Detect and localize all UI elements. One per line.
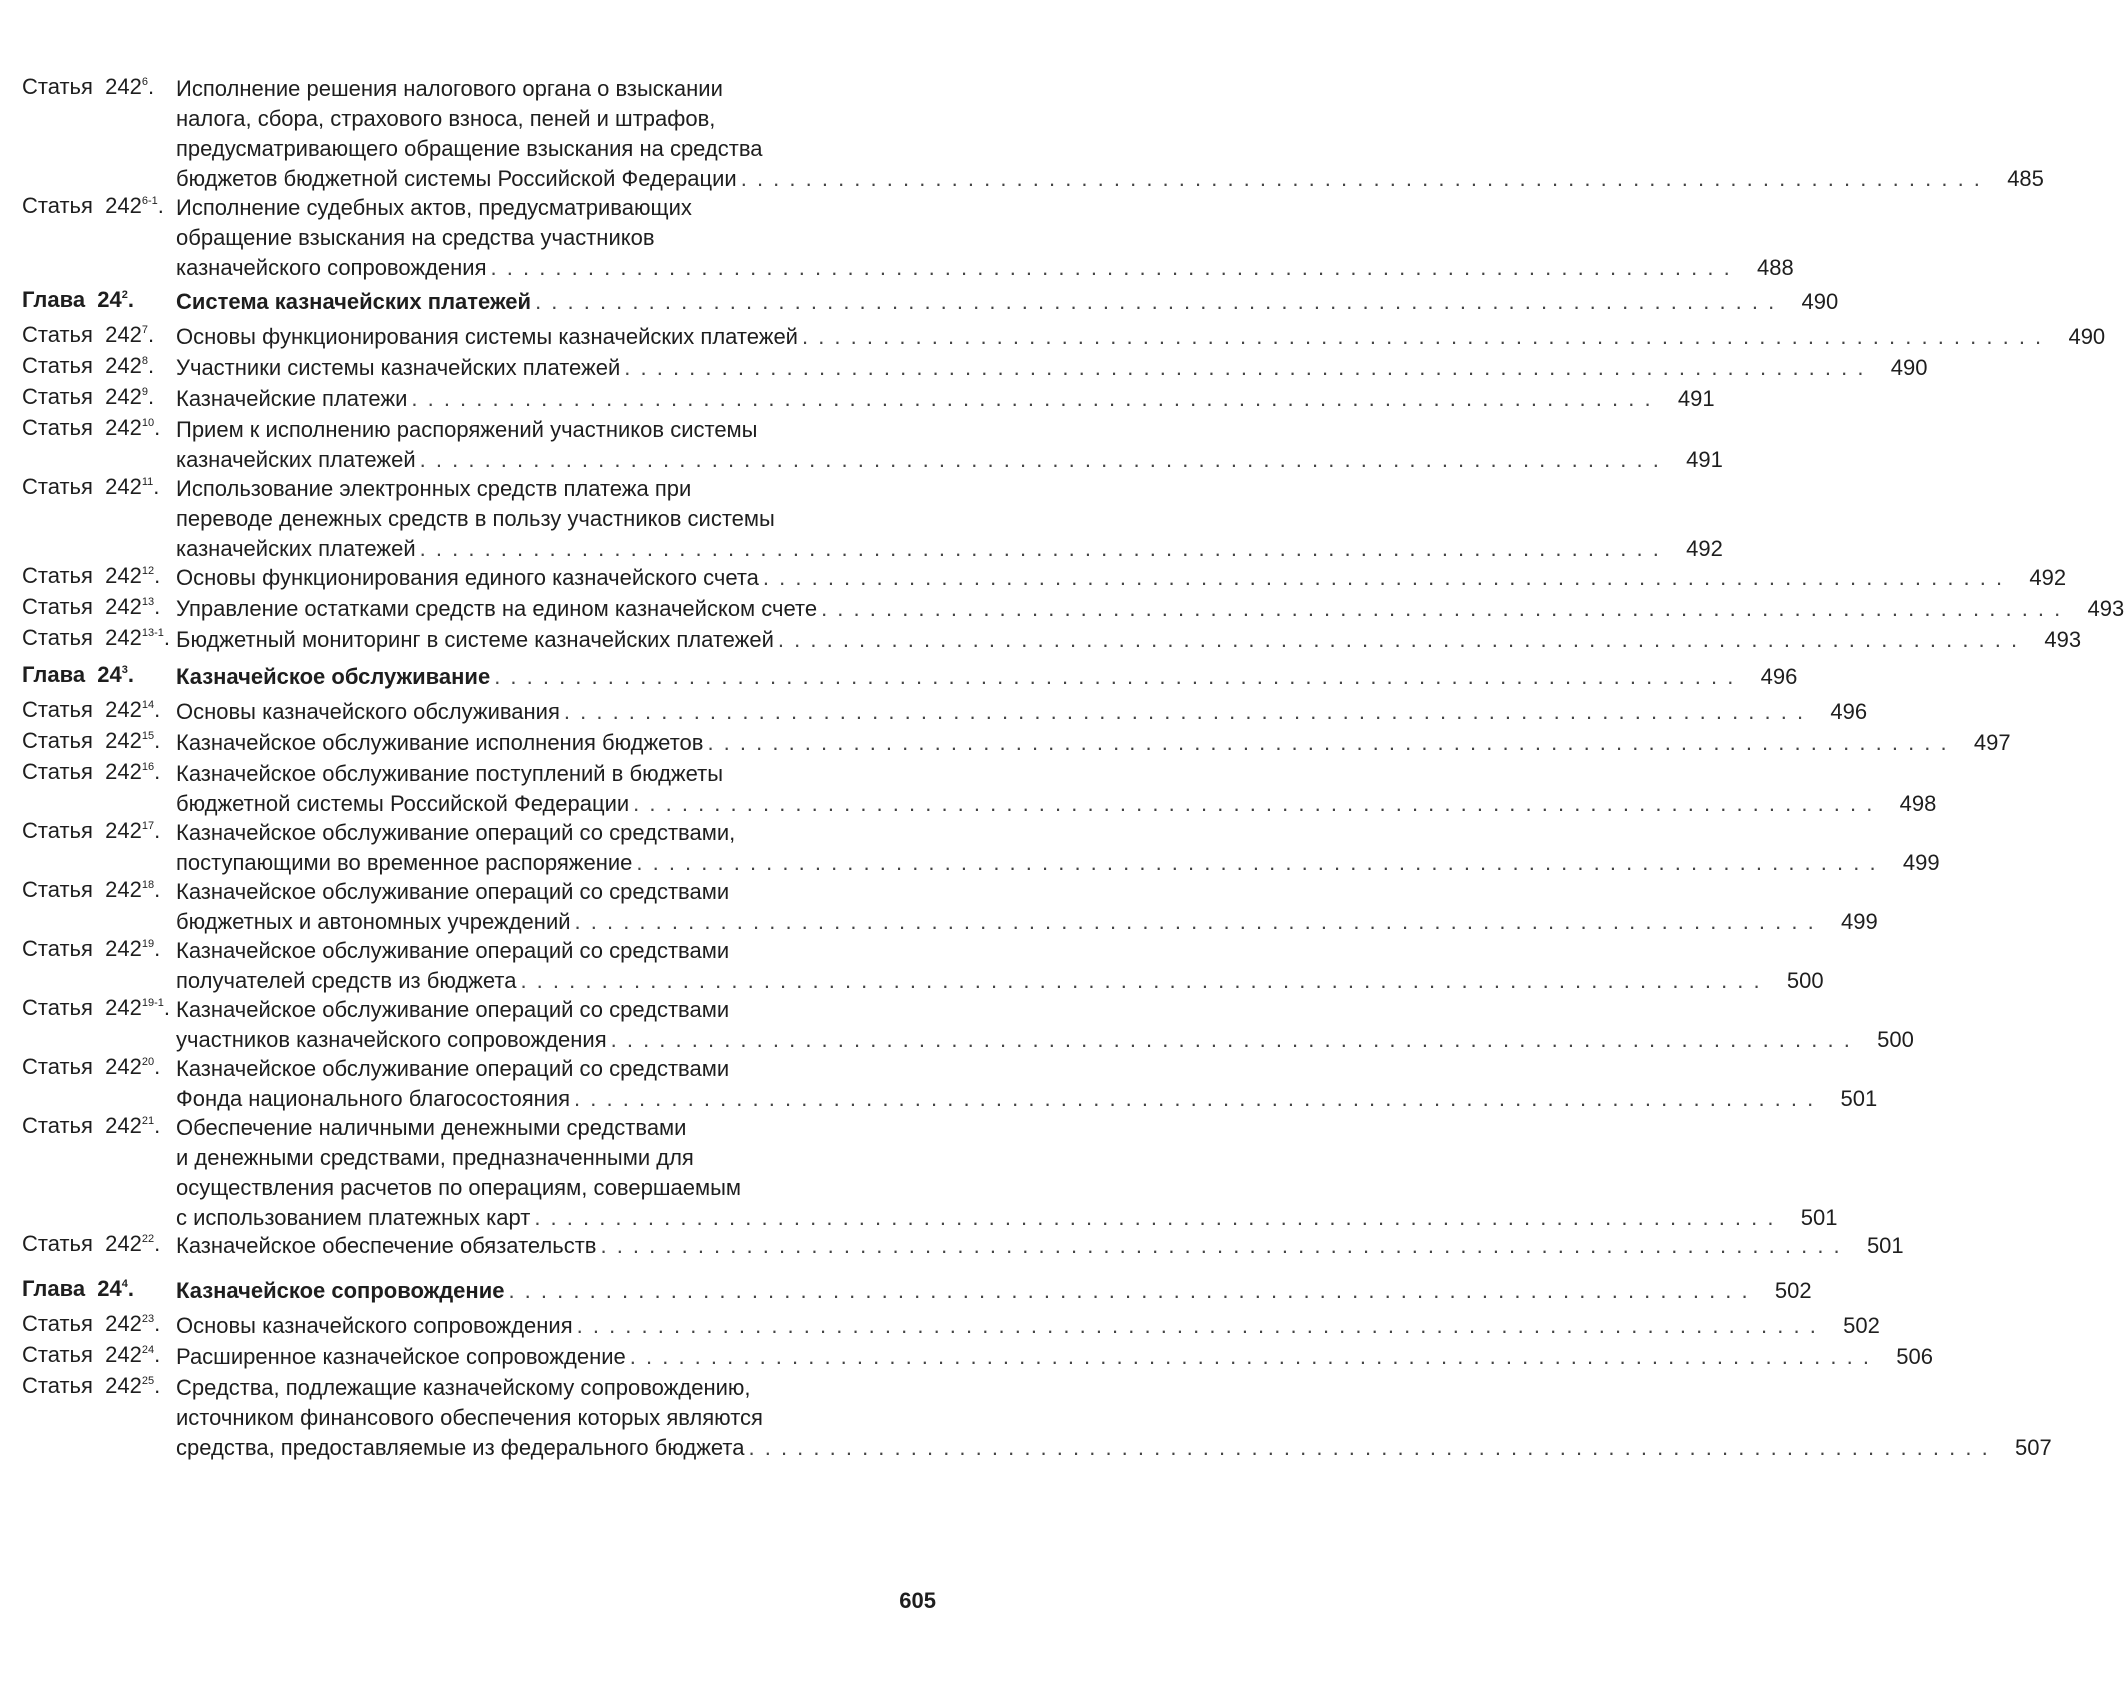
dot-leader: . . . . . . . . . . . . . . . . . . . . . . . . . . . . . . . . . . . . . . . . . . . . . . . . . . . . . . . . . . . . . . . . . . . . . . . . . . . . . — [508, 1278, 1750, 1303]
entry-prefix: Статья — [22, 322, 93, 347]
entry-title-text: обращение взыскания на средства участников — [176, 225, 655, 250]
entry-title-line — [176, 134, 936, 164]
entry-number-superscript: 3 — [121, 664, 128, 676]
entry-title-text: Казначейское обслуживание исполнения бюджетов — [176, 730, 704, 755]
entry-title-text: средства, предоставляемые из федерального бюджета — [176, 1435, 745, 1460]
entry-title — [176, 936, 1824, 996]
entry-title-line — [176, 1054, 936, 1084]
entry-title — [176, 728, 2011, 758]
entry-title-line — [176, 223, 936, 253]
dot-leader: . . . . . . . . . . . . . . . . . . . . . . . . . . . . . . . . . . . . . . . . . . . . . . . . . . . . . . . . . . . . . . . . . . . . . . . . . . . . . — [576, 1313, 1818, 1338]
entry-prefix: Статья — [22, 995, 93, 1020]
entry-title-line — [176, 104, 936, 134]
entry-number-superscript: 18 — [141, 879, 155, 891]
entry-page-number: 500 — [1877, 1027, 1914, 1052]
entry-label: Статья $242^{11}$. — [22, 474, 160, 499]
entry-page-number: 496 — [1760, 664, 1798, 689]
entry-title-text: Основы функционирования единого казначейского счета — [176, 565, 759, 590]
entry-number: 24 — [97, 662, 122, 687]
entry-number-superscript: 11 — [141, 476, 154, 488]
entry-prefix: Статья — [22, 877, 93, 902]
entry-number-superscript: 6-1 — [141, 195, 158, 207]
entry-prefix: Статья — [22, 353, 93, 378]
entry-title-line — [176, 907, 1878, 937]
entry-title-line — [176, 1311, 1880, 1341]
dot-leader: . . . . . . . . . . . . . . . . . . . . . . . . . . . . . . . . . . . . . . . . . . . . . . . . . . . . . . . . . . . . . . . . . . . . . . . . . . . . . — [534, 1205, 1776, 1230]
entry-title — [176, 1342, 1933, 1372]
entry-title-line — [176, 728, 2011, 758]
dot-leader: . . . . . . . . . . . . . . . . . . . . . . . . . . . . . . . . . . . . . . . . . . . . . . . . . . . . . . . . . . . . . . . . . . . . . . . . . . . . . — [707, 730, 1949, 755]
entry-prefix: Статья — [22, 594, 93, 619]
dot-leader: . . . . . . . . . . . . . . . . . . . . . . . . . . . . . . . . . . . . . . . . . . . . . . . . . . . . . . . . . . . . . . . . . . . . . . . . . . . . . — [535, 289, 1777, 314]
entry-number: 242 — [105, 594, 142, 619]
entry-label: Статья 242$^{13-1}$. — [22, 625, 171, 650]
dot-leader: . . . . . . . . . . . . . . . . . . . . . . . . . . . . . . . . . . . . . . . . . . . . . . . . . . . . . . . . . . . . . . . . . . . . . . . . . . . . . — [574, 1086, 1816, 1111]
entry-number-superscript: 20 — [141, 1056, 155, 1068]
entry-title — [176, 353, 1928, 383]
entry-title-text: Казначейское обслуживание операций со средствами, — [176, 820, 736, 845]
entry-label: Статья $242^{24}$. — [22, 1342, 161, 1367]
dot-leader: . . . . . . . . . . . . . . . . . . . . . . . . . . . . . . . . . . . . . . . . . . . . . . . . . . . . . . . . . . . . . . . . . . . . . . . . . . . . . — [762, 565, 2005, 590]
entry-label: Статья 242$^{6-1}$. — [22, 193, 164, 218]
entry-number-superscript: 24 — [141, 1344, 155, 1356]
entry-number: 242 — [105, 728, 142, 753]
entry-number: 242 — [105, 1231, 142, 1256]
entry-number-superscript: 8 — [141, 355, 148, 367]
entry-title — [176, 662, 1798, 692]
entry-page-number: 501 — [1840, 1086, 1878, 1111]
entry-number-superscript: 7 — [141, 324, 148, 336]
entry-prefix: Статья — [22, 384, 93, 409]
entry-title — [176, 1311, 1880, 1341]
entry-title-text: Прием к исполнению распоряжений участников системы — [176, 417, 758, 442]
entry-title-line — [176, 936, 936, 966]
entry-page-number: 499 — [1841, 909, 1878, 934]
entry-title — [176, 995, 1914, 1055]
entry-title-text: Управление остатками средств на едином казначейском счете — [176, 596, 818, 621]
entry-title-line — [176, 789, 1937, 819]
entry-label: Статья $242^{23}$. — [22, 1311, 161, 1336]
entry-page-number: 506 — [1896, 1344, 1933, 1369]
entry-title-text: Казначейское обслуживание поступлений в бюджеты — [176, 761, 724, 786]
entry-number-superscript: 25 — [141, 1375, 155, 1387]
entry-label: Статья $242^{20}$. — [22, 1054, 161, 1079]
entry-title-line — [176, 966, 1824, 996]
entry-label: Статья $242^9$. — [22, 384, 155, 409]
entry-page-number: 491 — [1686, 447, 1723, 472]
entry-label: Статья $242^{10}$. — [22, 415, 161, 440]
entry-page-number: 490 — [2068, 324, 2106, 349]
entry-title-line — [176, 474, 936, 504]
entry-label: Глава $24^2$. — [22, 287, 135, 312]
dot-leader: . . . . . . . . . . . . . . . . . . . . . . . . . . . . . . . . . . . . . . . . . . . . . . . . . . . . . . . . . . . . . . . . . . . . . . . . . . . . . — [563, 699, 1806, 724]
entry-title-line — [176, 1173, 936, 1203]
entry-prefix: Статья — [22, 563, 93, 588]
entry-title — [176, 1276, 1812, 1306]
entry-prefix: Статья — [22, 936, 93, 961]
entry-title — [176, 193, 1794, 283]
entry-label: Статья $242^{21}$. — [22, 1113, 161, 1138]
entry-title-line — [176, 1342, 1933, 1372]
entry-label: Статья $242^{19}$. — [22, 936, 161, 961]
entry-title-text: с использованием платежных карт — [176, 1205, 531, 1230]
entry-number-superscript: 9 — [141, 386, 148, 398]
entry-title-text: Исполнение решения налогового органа о взыскании — [176, 76, 723, 101]
entry-title-text: Основы функционирования системы казначейских платежей — [176, 324, 798, 349]
entry-prefix: Статья — [22, 193, 93, 218]
entry-label: Статья $242^{15}$. — [22, 728, 161, 753]
entry-number-superscript: 22 — [141, 1233, 155, 1245]
entry-number: 242 — [105, 995, 142, 1020]
entry-prefix: Статья — [22, 74, 93, 99]
entry-title — [176, 287, 1839, 317]
dot-leader: . . . . . . . . . . . . . . . . . . . . . . . . . . . . . . . . . . . . . . . . . . . . . . . . . . . . . . . . . . . . . . . . . . . . . . . . . . . . . — [801, 324, 2044, 349]
entry-number: 242 — [105, 474, 142, 499]
entry-page-number: 499 — [1902, 850, 1940, 875]
dot-leader: . . . . . . . . . . . . . . . . . . . . . . . . . . . . . . . . . . . . . . . . . . . . . . . . . . . . . . . . . . . . . . . . . . . . . . . . . . . . . — [574, 909, 1816, 934]
entry-title-text: участников казначейского сопровождения — [176, 1027, 607, 1052]
entry-title-text: Казначейское обслуживание операций со средствами — [176, 997, 730, 1022]
entry-page-number: 497 — [1973, 730, 2011, 755]
entry-number-superscript: 12 — [141, 565, 155, 577]
entry-number-superscript: 23 — [141, 1313, 155, 1325]
entry-title-line — [176, 848, 1940, 878]
entry-title-line — [176, 625, 2082, 655]
entry-title — [176, 818, 1940, 878]
entry-page-number: 493 — [2087, 596, 2124, 621]
entry-title-text: Казначейское обслуживание операций со средствами — [176, 1056, 730, 1081]
entry-title-line — [176, 1231, 1904, 1261]
entry-title — [176, 759, 1937, 819]
dot-leader: . . . . . . . . . . . . . . . . . . . . . . . . . . . . . . . . . . . . . . . . . . . . . . . . . . . . . . . . . . . . . . . . . . . . . . . . . . . . . — [777, 627, 2020, 652]
entry-label: Статья $242^{22}$. — [22, 1231, 161, 1256]
entry-title-line — [176, 877, 936, 907]
entry-title-text: казначейских платежей — [176, 447, 416, 472]
entry-number: 242 — [105, 1054, 142, 1079]
entry-title-text: источником финансового обеспечения которых являются — [176, 1405, 763, 1430]
dot-leader: . . . . . . . . . . . . . . . . . . . . . . . . . . . . . . . . . . . . . . . . . . . . . . . . . . . . . . . . . . . . . . . . . . . . . . . . . . . . . — [629, 1344, 1871, 1369]
entry-page-number: 502 — [1774, 1278, 1812, 1303]
entry-title-text: переводе денежных средств в пользу участников системы — [176, 506, 775, 531]
dot-leader: . . . . . . . . . . . . . . . . . . . . . . . . . . . . . . . . . . . . . . . . . . . . . . . . . . . . . . . . . . . . . . . . . . . . . . . . . . . . . — [419, 536, 1661, 561]
entry-prefix: Статья — [22, 1054, 93, 1079]
entry-title-line — [176, 1433, 2052, 1463]
entry-page-number: 488 — [1756, 255, 1794, 280]
dot-leader: . . . . . . . . . . . . . . . . . . . . . . . . . . . . . . . . . . . . . . . . . . . . . . . . . . . . . . . . . . . . . . . . . . . . . . . . . . . . . — [610, 1027, 1852, 1052]
entry-title-line — [176, 353, 1928, 383]
entry-title-line — [176, 1203, 1838, 1233]
entry-title-line — [176, 164, 2044, 194]
entry-number-superscript: 10 — [141, 417, 155, 429]
entry-title-line — [176, 504, 936, 534]
entry-title-line — [176, 563, 2067, 593]
entry-title-text: Казначейское обеспечение обязательств — [176, 1233, 597, 1258]
entry-title-line — [176, 253, 1794, 283]
entry-page-number: 501 — [1866, 1233, 1904, 1258]
dot-leader: . . . . . . . . . . . . . . . . . . . . . . . . . . . . . . . . . . . . . . . . . . . . . . . . . . . . . . . . . . . . . . . . . . . . . . . . . . . . . — [748, 1435, 1990, 1460]
page-number: 605 — [899, 1588, 936, 1613]
entry-label: Глава $24^3$. — [22, 662, 135, 687]
entry-title-text: получателей средств из бюджета — [176, 968, 517, 993]
entry-title — [176, 563, 2067, 593]
entry-page-number: 501 — [1800, 1205, 1838, 1230]
entry-number: 242 — [105, 322, 142, 347]
entry-number: 242 — [105, 759, 142, 784]
entry-title-line — [176, 415, 936, 445]
entry-number: 242 — [105, 877, 142, 902]
entry-label: Статья 242$^{19-1}$. — [22, 995, 171, 1020]
entry-title-text: Основы казначейского обслуживания — [176, 699, 560, 724]
entry-number-superscript: 13-1 — [141, 627, 164, 639]
entry-title-line — [176, 1403, 936, 1433]
entry-title-text: Основы казначейского сопровождения — [176, 1313, 573, 1338]
entry-label: Статья $242^6$. — [22, 74, 155, 99]
entry-number-superscript: 19 — [141, 938, 155, 950]
entry-title-line — [176, 1143, 936, 1173]
entry-prefix: Глава — [22, 287, 86, 312]
entry-page-number: 493 — [2044, 627, 2082, 652]
entry-title — [176, 1373, 2052, 1463]
entry-title-text: и денежными средствами, предназначенными для — [176, 1145, 694, 1170]
entry-title-line — [176, 1276, 1812, 1306]
entry-page-number: 502 — [1843, 1313, 1880, 1338]
entry-prefix: Статья — [22, 728, 93, 753]
dot-leader: . . . . . . . . . . . . . . . . . . . . . . . . . . . . . . . . . . . . . . . . . . . . . . . . . . . . . . . . . . . . . . . . . . . . . . . . . . . . . — [633, 791, 1875, 816]
entry-title-line — [176, 1113, 936, 1143]
dot-leader: . . . . . . . . . . . . . . . . . . . . . . . . . . . . . . . . . . . . . . . . . . . . . . . . . . . . . . . . . . . . . . . . . . . . . . . . . . . . . — [600, 1233, 1842, 1258]
entry-title — [176, 697, 1868, 727]
entry-title-line — [176, 445, 1723, 475]
entry-title — [176, 594, 2124, 624]
entry-page-number: 496 — [1830, 699, 1868, 724]
entry-title-line — [176, 662, 1798, 692]
entry-title-text: бюджетной системы Российской Федерации — [176, 791, 630, 816]
entry-title-text: бюджетов бюджетной системы Российской Федерации — [176, 166, 737, 191]
entry-title-line — [176, 594, 2124, 624]
entry-title — [176, 877, 1878, 937]
entry-prefix: Статья — [22, 1373, 93, 1398]
entry-number-superscript: 4 — [121, 1278, 128, 1290]
entry-number-superscript: 15 — [141, 730, 155, 742]
entry-label: Статья $242^{13}$. — [22, 594, 161, 619]
entry-page-number: 507 — [2014, 1435, 2052, 1460]
entry-title-text: поступающими во временное распоряжение — [176, 850, 633, 875]
entry-title-text: осуществления расчетов по операциям, совершаемым — [176, 1175, 742, 1200]
entry-title-text: казначейского сопровождения — [176, 255, 487, 280]
entry-number: 242 — [105, 563, 142, 588]
entry-number-superscript: 6 — [141, 76, 148, 88]
entry-title-line — [176, 287, 1839, 317]
entry-number-superscript: 16 — [141, 761, 155, 773]
entry-number: 24 — [97, 1276, 122, 1301]
entry-title-text: Система казначейских платежей — [176, 289, 532, 314]
entry-title — [176, 322, 2106, 352]
entry-page-number: 490 — [1890, 355, 1928, 380]
entry-number: 242 — [105, 818, 142, 843]
entry-prefix: Статья — [22, 474, 93, 499]
entry-page-number: 492 — [2029, 565, 2067, 590]
entry-title-text: Фонда национального благосостояния — [176, 1086, 571, 1111]
entry-page-number: 485 — [2007, 166, 2044, 191]
entry-label: Статья $242^{16}$. — [22, 759, 161, 784]
entry-title-text: Исполнение судебных актов, предусматривающих — [176, 195, 692, 220]
entry-page-number: 492 — [1686, 536, 1723, 561]
entry-number: 242 — [105, 1311, 142, 1336]
entry-title-line — [176, 193, 936, 223]
entry-number-superscript: 21 — [141, 1115, 155, 1127]
entry-title-line — [176, 384, 1715, 414]
entry-number: 242 — [105, 1373, 142, 1398]
entry-number: 242 — [105, 384, 142, 409]
entry-label: Глава $24^4$. — [22, 1276, 135, 1301]
entry-title-line — [176, 697, 1868, 727]
entry-page-number: 500 — [1786, 968, 1824, 993]
entry-title-line — [176, 759, 936, 789]
entry-title — [176, 625, 2082, 655]
entry-number-superscript: 19-1 — [141, 997, 164, 1009]
entry-title — [176, 1113, 1838, 1233]
entry-title-text: Использование электронных средств платежа при — [176, 476, 692, 501]
entry-title — [176, 74, 2044, 194]
dot-leader: . . . . . . . . . . . . . . . . . . . . . . . . . . . . . . . . . . . . . . . . . . . . . . . . . . . . . . . . . . . . . . . . . . . . . . . . . . . . . — [490, 255, 1732, 280]
entry-number-superscript: 13 — [141, 596, 155, 608]
entry-page-number: 498 — [1899, 791, 1937, 816]
entry-prefix: Статья — [22, 415, 93, 440]
entry-number: 242 — [105, 1342, 142, 1367]
dot-leader: . . . . . . . . . . . . . . . . . . . . . . . . . . . . . . . . . . . . . . . . . . . . . . . . . . . . . . . . . . . . . . . . . . . . . . . . . . . . . — [740, 166, 1982, 191]
entry-title-text: казначейских платежей — [176, 536, 416, 561]
entry-page-number: 490 — [1801, 289, 1839, 314]
entry-title-line — [176, 1373, 936, 1403]
dot-leader: . . . . . . . . . . . . . . . . . . . . . . . . . . . . . . . . . . . . . . . . . . . . . . . . . . . . . . . . . . . . . . . . . . . . . . . . . . . . . — [821, 596, 2063, 621]
entry-prefix: Глава — [22, 662, 86, 687]
entry-number-superscript: 2 — [121, 289, 128, 301]
entry-number: 242 — [105, 625, 142, 650]
entry-title — [176, 474, 1723, 564]
entry-label: Статья $242^{12}$. — [22, 563, 161, 588]
entry-number: 24 — [97, 287, 122, 312]
entry-label: Статья $242^8$. — [22, 353, 155, 378]
entry-title-line — [176, 995, 936, 1025]
entry-title-text: Бюджетный мониторинг в системе казначейских платежей — [176, 627, 774, 652]
entry-number: 242 — [105, 193, 142, 218]
entry-label: Статья $242^7$. — [22, 322, 155, 347]
entry-number: 242 — [105, 1113, 142, 1138]
dot-leader: . . . . . . . . . . . . . . . . . . . . . . . . . . . . . . . . . . . . . . . . . . . . . . . . . . . . . . . . . . . . . . . . . . . . . . . . . . . . . — [411, 386, 1653, 411]
entry-title-text: налога, сбора, страхового взноса, пеней и штрафов, — [176, 106, 716, 131]
entry-number: 242 — [105, 697, 142, 722]
entry-title-text: Расширенное казначейское сопровождение — [176, 1344, 626, 1369]
dot-leader: . . . . . . . . . . . . . . . . . . . . . . . . . . . . . . . . . . . . . . . . . . . . . . . . . . . . . . . . . . . . . . . . . . . . . . . . . . . . . — [520, 968, 1762, 993]
entry-title-text: Казначейское обслуживание — [176, 664, 491, 689]
entry-prefix: Статья — [22, 625, 93, 650]
entry-prefix: Статья — [22, 1342, 93, 1367]
entry-title — [176, 415, 1723, 475]
entry-title-text: Участники системы казначейских платежей — [176, 355, 621, 380]
entry-title — [176, 1231, 1904, 1261]
entry-number: 242 — [105, 353, 142, 378]
entry-prefix: Глава — [22, 1276, 86, 1301]
entry-title-text: бюджетных и автономных учреждений — [176, 909, 571, 934]
entry-prefix: Статья — [22, 818, 93, 843]
dot-leader: . . . . . . . . . . . . . . . . . . . . . . . . . . . . . . . . . . . . . . . . . . . . . . . . . . . . . . . . . . . . . . . . . . . . . . . . . . . . . — [494, 664, 1736, 689]
entry-title-line — [176, 322, 2106, 352]
entry-title-line — [176, 818, 936, 848]
entry-title-text: Казначейское сопровождение — [176, 1278, 505, 1303]
entry-number: 242 — [105, 415, 142, 440]
entry-title-text: Казначейское обслуживание операций со средствами — [176, 879, 730, 904]
dot-leader: . . . . . . . . . . . . . . . . . . . . . . . . . . . . . . . . . . . . . . . . . . . . . . . . . . . . . . . . . . . . . . . . . . . . . . . . . . . . . — [624, 355, 1866, 380]
entry-label: Статья $242^{25}$. — [22, 1373, 161, 1398]
entry-title-line — [176, 534, 1723, 564]
entry-page-number: 491 — [1677, 386, 1715, 411]
entry-number-superscript: 17 — [141, 820, 155, 832]
entry-label: Статья $242^{14}$. — [22, 697, 161, 722]
entry-number: 242 — [105, 936, 142, 961]
entry-prefix: Статья — [22, 697, 93, 722]
entry-title-text: Казначейское обслуживание операций со средствами — [176, 938, 730, 963]
entry-prefix: Статья — [22, 759, 93, 784]
entry-prefix: Статья — [22, 1231, 93, 1256]
dot-leader: . . . . . . . . . . . . . . . . . . . . . . . . . . . . . . . . . . . . . . . . . . . . . . . . . . . . . . . . . . . . . . . . . . . . . . . . . . . . . — [636, 850, 1878, 875]
entry-title-text: Казначейские платежи — [176, 386, 408, 411]
entry-title — [176, 384, 1715, 414]
entry-title — [176, 1054, 1878, 1114]
entry-prefix: Статья — [22, 1311, 93, 1336]
entry-number: 242 — [105, 74, 142, 99]
entry-title-line — [176, 1025, 1914, 1055]
entry-label: Статья $242^{18}$. — [22, 877, 161, 902]
entry-title-line — [176, 1084, 1878, 1114]
entry-title-text: Средства, подлежащие казначейскому сопровождению, — [176, 1375, 751, 1400]
entry-title-text: предусматривающего обращение взыскания на средства — [176, 136, 763, 161]
entry-title-text: Обеспечение наличными денежными средствами — [176, 1115, 687, 1140]
entry-title-line — [176, 74, 936, 104]
entry-number-superscript: 14 — [141, 699, 155, 711]
entry-label: Статья $242^{17}$. — [22, 818, 161, 843]
entry-prefix: Статья — [22, 1113, 93, 1138]
dot-leader: . . . . . . . . . . . . . . . . . . . . . . . . . . . . . . . . . . . . . . . . . . . . . . . . . . . . . . . . . . . . . . . . . . . . . . . . . . . . . — [419, 447, 1661, 472]
